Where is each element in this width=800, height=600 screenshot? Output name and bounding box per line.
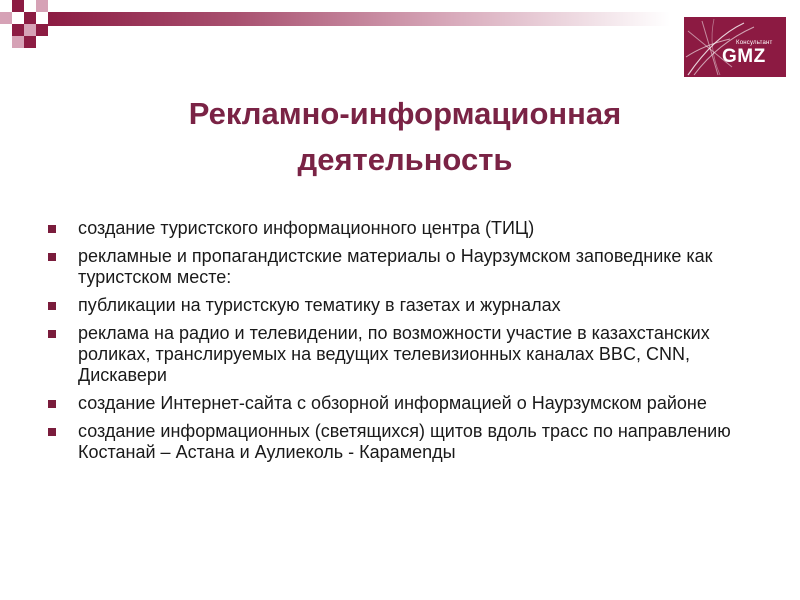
bullet-item (46, 421, 746, 463)
decor-square (24, 12, 36, 24)
decor-square (12, 24, 24, 36)
decor-square (24, 24, 36, 36)
bullet-item (46, 246, 746, 288)
logo-small-text: Консультант (736, 40, 773, 46)
company-logo (684, 17, 786, 77)
decor-square (36, 24, 48, 36)
slide-title (60, 91, 750, 183)
bullet-square-icon (48, 302, 56, 310)
bullet-item (46, 295, 746, 316)
bullet-square-icon (48, 253, 56, 261)
bullet-text: создание туристского информационного центра (ТИЦ) (78, 218, 535, 238)
bullet-square-icon (48, 428, 56, 436)
bullet-square-icon (48, 225, 56, 233)
bullet-item (46, 393, 746, 414)
bullet-square-icon (48, 330, 56, 338)
title-line-1: Рекламно-информационная (188, 96, 622, 131)
decor-square (12, 0, 24, 12)
bullet-square-icon (48, 400, 56, 408)
title-line-2: деятельность (297, 142, 513, 177)
header-gradient-bar (48, 12, 670, 26)
decor-square (36, 0, 48, 12)
bullet-text: создание информационных (светящихся) щитов вдоль трасс по направлению Костанай – Астана и Аулиеколь - Карамenды (78, 421, 731, 462)
bullet-item (46, 218, 746, 239)
decor-square (24, 36, 36, 48)
bullet-text: создание Интернет-сайта с обзорной информацией о Наурзумском районе (78, 393, 707, 413)
decor-square (0, 12, 12, 24)
bullet-item (46, 323, 746, 386)
logo-big-text: GMZ (722, 46, 766, 67)
bullet-text: реклама на радио и телевидении, по возможности участие в казахстанских роликах, транслируемых на ведущих телевизионных каналах BBC, CNN, Дискавери (78, 323, 710, 385)
decor-square (12, 36, 24, 48)
bullet-text: рекламные и пропагандистские материалы о Наурзумском заповеднике как туристском месте: (78, 246, 713, 287)
bullet-list (46, 218, 746, 470)
bullet-text: публикации на туристскую тематику в газетах и журналах (78, 295, 561, 315)
